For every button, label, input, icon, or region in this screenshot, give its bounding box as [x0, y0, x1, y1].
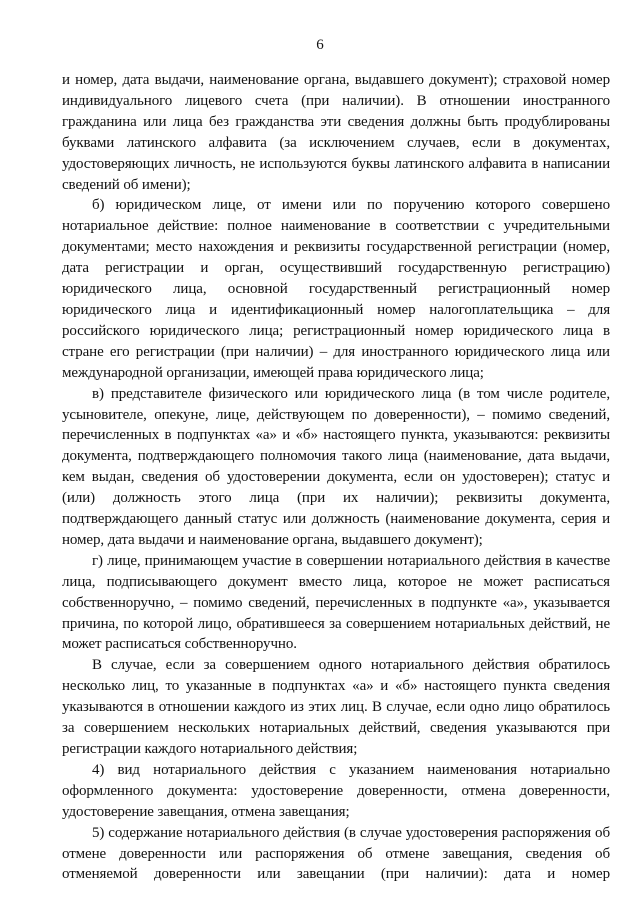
paragraph-item-4-action-type: 4) вид нотариального действия с указанием наименования нотариально оформленного документа: удостоверение доверенности, отмена доверенности, удостоверение завещания, отмена завещания;: [62, 761, 610, 820]
document-body: [62, 70, 610, 885]
paragraph-multiple-persons: В случае, если за совершением одного нотариального действия обратилось несколько лиц, то указанные в подпунктах «а» и «б» настоящего пункта сведения указываются в отношении каждого из этих лиц. В случае, если одно лицо обратилось за совершением нескольких нотариальных действий, сведения указываются при регистрации каждого нотариального действия;: [62, 657, 610, 757]
paragraph-continuation: и номер, дата выдачи, наименование органа, выдавшего документ); страховой номер индивидуального лицевого счета (при наличии). В отношении иностранного гражданина или лица без гражданства эти сведения должны быть продублированы буквами латинского алфавита (за исключением случаев, если в документах, удостоверяющих личность, не используются буквы латинского алфавита в написании сведений об имени);: [62, 72, 610, 193]
page-number: 6: [316, 37, 324, 53]
paragraph-item-v-representative: в) представителе физического или юридического лица (в том числе родителе, усыновителе, опекуне, лице, действующем по доверенности), – помимо сведений, перечисленных в подпунктах «а» и «б» настоящего пункта, указываются: реквизиты документа, подтверждающего полномочия такого лица (наименование, дата выдачи, кем выдан, сведения об удостоверении документа, если он удостоверен); статус и (или) должность этого лица (при их наличии); реквизиты документа, подтверждающего данный статус или должность (наименование документа, серия и номер, дата выдачи и наименование органа, выдавшего документ);: [62, 385, 610, 548]
paragraph-item-5-action-content: 5) содержание нотариального действия (в случае удостоверения распоряжения об отмене доверенности или распоряжения об отмене завещания, сведения об отменяемой доверенности или завещании (при наличии): дата и номер: [62, 824, 610, 883]
paragraph-item-g-signing-person: г) лице, принимающем участие в совершении нотариального действия в качестве лица, подписывающего документ вместо лица, которое не может расписаться собственноручно, – помимо сведений, перечисленных в подпункте «а», указывается причина, по которой лицо, обратившееся за совершением нотариальных действий, не может расписаться собственноручно.: [62, 552, 610, 653]
paragraph-item-b-legal-entity: б) юридическом лице, от имени или по поручению которого совершено нотариальное действие: полное наименование в соответствии с учредительными документами; место нахождения и реквизиты государственной регистрации (номер, дата регистрации и орган, осуществивший государственную регистрацию) юридического лица, основной государственный регистрационный номер юридического лица и идентификационный номер налогоплательщика – для российского юридического лица; регистрационный номер юридического лица в стране его регистрации (при наличии) – для иностранного юридического лица или международной организации, имеющей права юридического лица;: [62, 197, 610, 381]
